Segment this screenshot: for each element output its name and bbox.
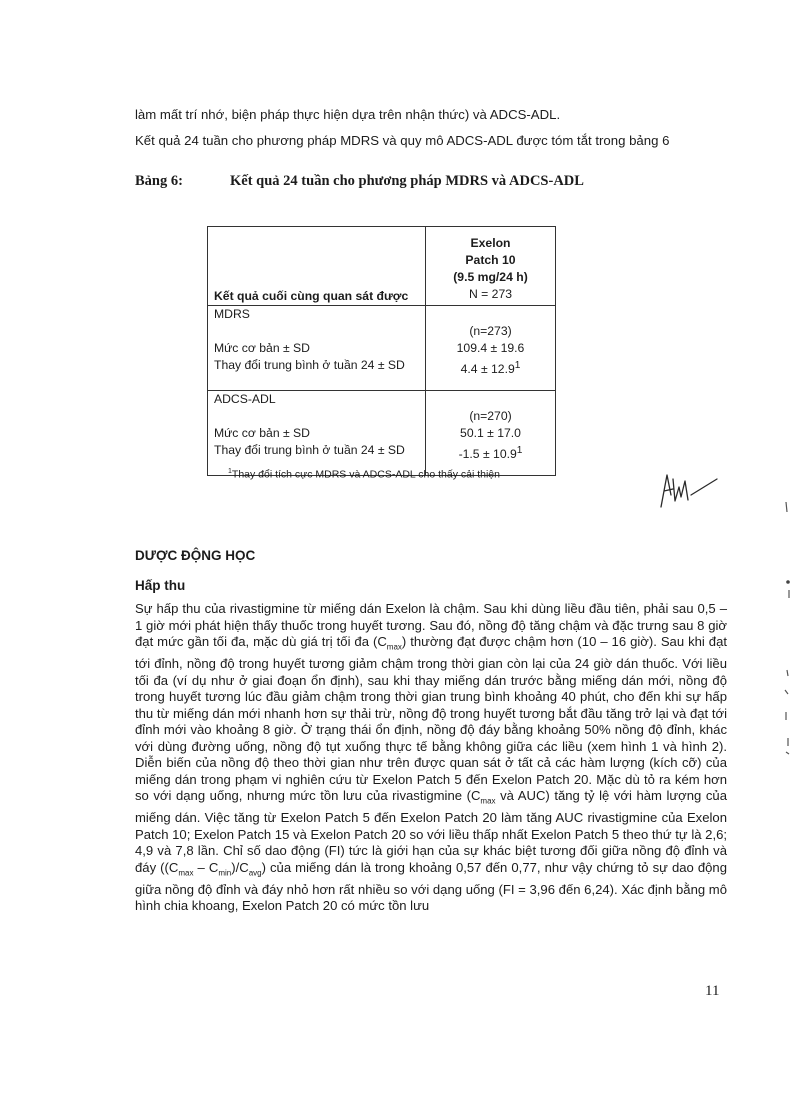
page-number: 11 — [705, 983, 720, 999]
table-label: Bảng 6: — [135, 173, 183, 189]
sub-heading: Hấp thu — [135, 578, 186, 593]
header-line-3: (9.5 mg/24 h) — [453, 270, 528, 284]
footnote-ref: 1 — [514, 360, 521, 371]
intro-line-2: Kết quả 24 tuần cho phương pháp MDRS và quy mô ADCS-ADL được tóm tắt trong bảng 6 — [135, 133, 670, 148]
row-value-adcs-change: $-1.5 \pm 10.9^1$ — [458, 445, 523, 462]
table-footnote: $^1$Thay đổi tích cực MDRS và ADCS-ADL cho thấy cải thiện — [228, 468, 500, 481]
header-outcome: Kết quả cuối cùng quan sát được — [208, 227, 426, 306]
row-value-mdrs-change: $4.4 \pm 12.9^1$ — [460, 360, 521, 377]
row-value-mdrs-baseline: 109.4 ± 19.6 — [456, 341, 525, 355]
section-name-adcs-adl: ADCS-ADL — [214, 392, 276, 406]
table-section-adcs-adl — [208, 391, 556, 476]
row-label-mdrs-baseline: Mức cơ bản ± SD — [214, 341, 310, 355]
row-value-adcs-baseline: 50.1 ± 17.0 — [460, 426, 521, 440]
section-name-mdrs: MDRS — [214, 307, 250, 321]
header-line-2: Patch 10 — [465, 253, 516, 267]
header-exelon — [426, 227, 556, 306]
header-line-1: Exelon — [470, 236, 511, 250]
section-heading: DƯỢC ĐỘNG HỌC — [135, 548, 256, 563]
results-table — [207, 226, 556, 476]
footnote-mark: 1 — [228, 468, 232, 475]
header-line-4: N = 273 — [468, 287, 513, 301]
table-title: Kết quả 24 tuần cho phương pháp MDRS và ADCS-ADL — [230, 173, 584, 189]
handwritten-signature — [655, 467, 725, 512]
section-n-mdrs: (n=273) — [469, 324, 512, 338]
scan-edge-marks — [780, 490, 796, 790]
table-header-row — [208, 227, 556, 306]
table-section-mdrs — [208, 306, 556, 391]
row-label-mdrs-change: Thay đổi trung bình ở tuần 24 ± SD — [214, 358, 405, 372]
intro-line-1: làm mất trí nhớ, biện pháp thực hiện dựa trên nhận thức) và ADCS-ADL. — [135, 107, 561, 122]
footnote-ref: 1 — [516, 445, 523, 456]
row-label-adcs-baseline: Mức cơ bản ± SD — [214, 426, 310, 440]
row-label-adcs-change: Thay đổi trung bình ở tuần 24 ± SD — [214, 443, 405, 457]
section-n-adcs-adl: (n=270) — [469, 409, 512, 423]
absorption-paragraph: Sự hấp thu của rivastigmine từ miếng dán Exelon là chậm. Sau khi dùng liều đầu tiên, phải sau 0,5 – 1 giờ mới phát hiện thấy thuốc trong huyết tương. Sau đó, nồng độ tăng chậm và đặc trưng sau 8 giờ đạt mức gần tối đa, mặc dù giá trị tối đa $(C_{max})$ thường đạt được chậm hơn (10 – 16 giờ). Sau khi đạt tới đỉnh, nồng độ trong huyết tương giảm chậm trong thời gian còn lại của 24 giờ dán thuốc. Với liều tối đa (ví dụ như ở giai đoạn ổn định), sau khi thay miếng dán trước bằng miếng dán mới, nồng độ trong huyết tương lúc đầu giảm chậm trong thời gian trung bình khoảng 40 phút, cho đến khi sự hấp thu từ miếng dán mới nhanh hơn sự thải trừ, nồng độ trong huyết tương bắt đầu tăng trở lại và đạt tới đỉnh mới vào khoảng 8 giờ. Ở trạng thái ổn định, nồng độ đáy bằng khoảng 50% nồng độ đỉnh, khác với dùng đường uống, nồng độ tụt xuống thực tế bằng không giữa các liều (xem hình 1 và hình 2). Diễn biến của nồng độ theo thời gian như trên được quan sát ở tất cả các hàm lượng (kích cỡ) của miếng dán trong phạm vi nghiên cứu từ Exelon Patch 5 đến Exelon Patch 20. Mặc dù tỏ ra kém hơn so với dạng uống, nhưng mức tồn lưu của rivastigmine ($C_{max}$ và AUC) tăng tỷ lệ với hàm lượng của miếng dán. Việc tăng từ Exelon Patch 5 đến Exelon Patch 20 làm tăng AUC rivastigmine của Exelon Patch 10; Exelon Patch 15 và Exelon Patch 20 so với liều thấp nhất Exelon Patch 5 theo thứ tự là 2,6; 4,9 và 7,8 lần. Chỉ số dao động (FI) tức là giới hạn của sự khác biệt tương đối giữa nồng độ đỉnh và đáy $((C_{max} - C_{min})/C_{avg})$ của miếng dán là trong khoảng 0,57 đến 0,77, như vậy chứng tỏ sự dao động giữa nồng độ đỉnh và đáy nhỏ hơn rất nhiều so với dạng uống (FI = 3,96 đến 6,24). Xác định bằng mô hình chia khoang, Exelon Patch 20 có mức tồn lưu — [135, 601, 727, 914]
